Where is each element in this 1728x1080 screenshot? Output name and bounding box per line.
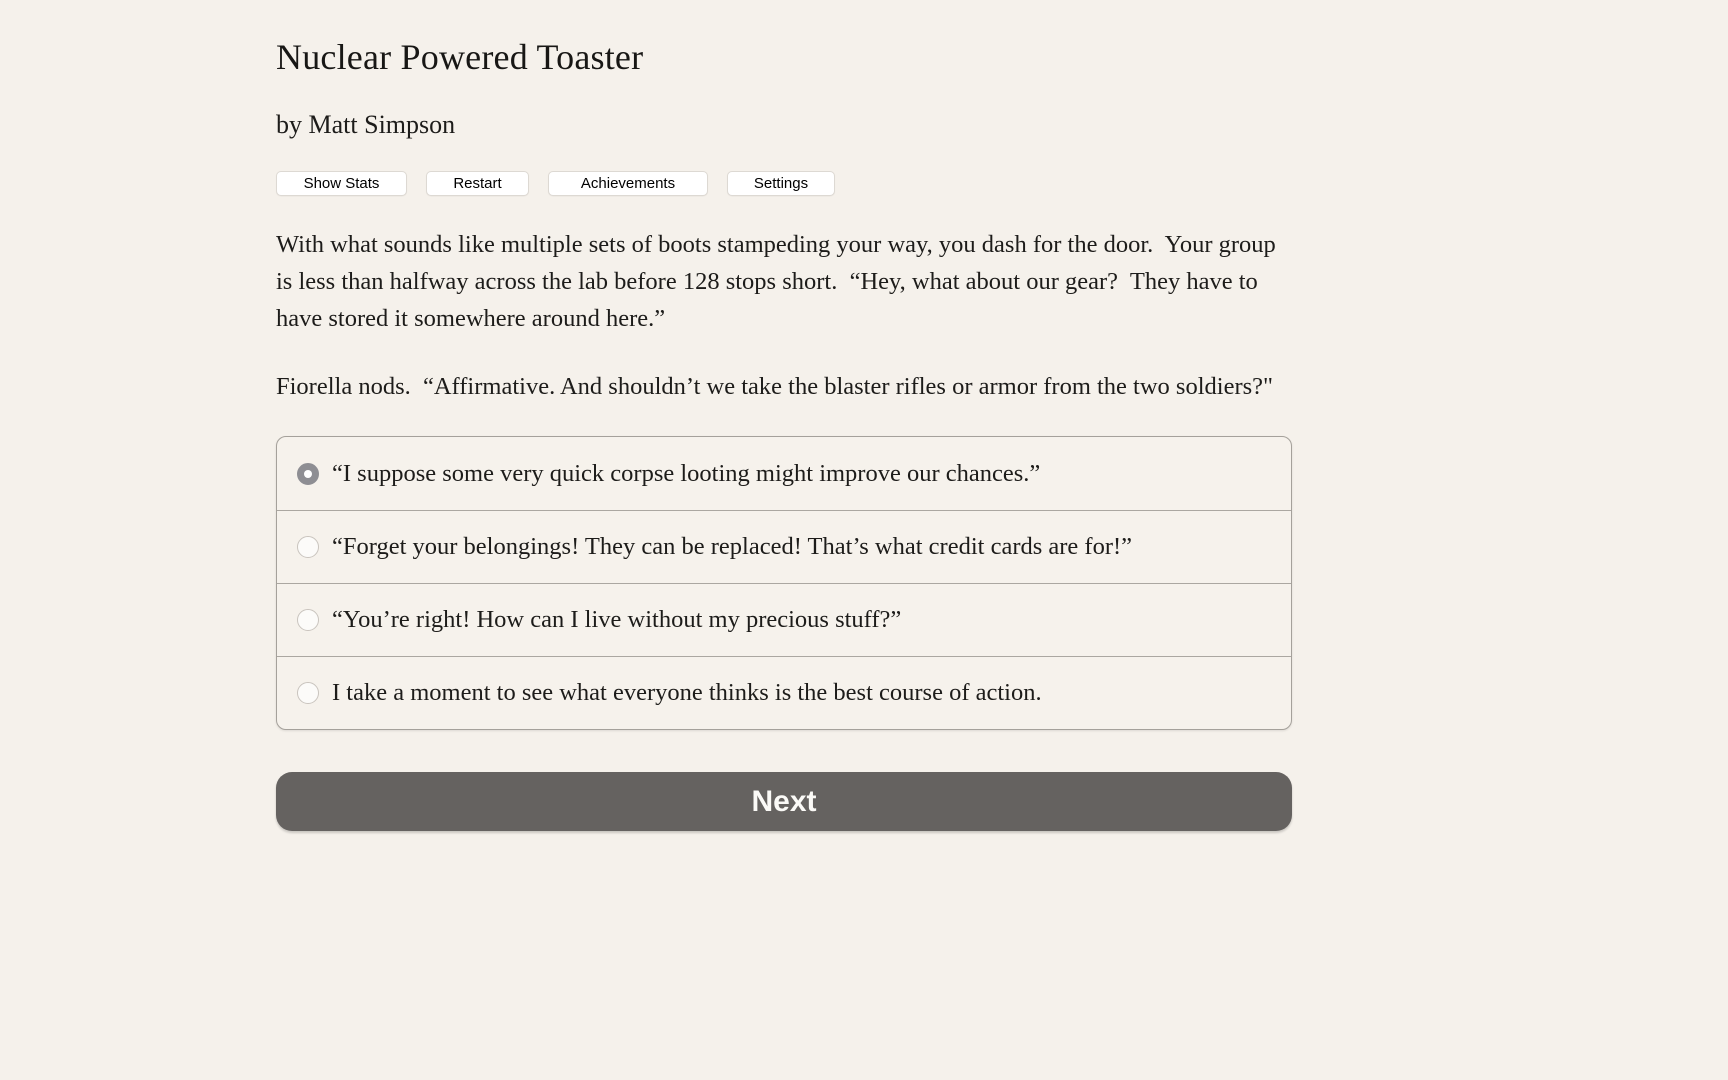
choice-radio-2[interactable] bbox=[297, 536, 319, 558]
show-stats-button[interactable]: Show Stats bbox=[276, 171, 407, 196]
choice-group bbox=[276, 436, 1292, 730]
choice-option-4[interactable] bbox=[277, 656, 1291, 729]
author-byline: by Matt Simpson bbox=[276, 110, 456, 139]
game-title: Nuclear Powered Toaster bbox=[276, 37, 644, 77]
choice-label: “Forget your belongings! They can be replaced! That’s what credit cards are for!” bbox=[332, 533, 1133, 560]
story-paragraph: Fiorella nods. “Affirmative. And shouldn’t we take the blaster rifles or armor from the two soldiers?" bbox=[276, 373, 1274, 400]
story-paragraph: With what sounds like multiple sets of boots stampeding your way, you dash for the door. Your group is less than halfway across the lab before 128 stops short. “Hey, what about our gear? They have to have stored it somewhere around here.” bbox=[276, 231, 1282, 332]
choice-option-3[interactable] bbox=[277, 583, 1291, 656]
game-page bbox=[276, 0, 1292, 831]
choice-option-2[interactable] bbox=[277, 510, 1291, 583]
achievements-button[interactable]: Achievements bbox=[548, 171, 708, 196]
next-button[interactable]: Next bbox=[276, 772, 1292, 831]
toolbar bbox=[276, 171, 1292, 196]
choice-label: I take a moment to see what everyone thinks is the best course of action. bbox=[332, 679, 1042, 706]
choice-label: “You’re right! How can I live without my precious stuff?” bbox=[332, 606, 902, 633]
choice-radio-3[interactable] bbox=[297, 609, 319, 631]
settings-button[interactable]: Settings bbox=[727, 171, 835, 196]
story-text bbox=[276, 226, 1292, 405]
choice-radio-1[interactable] bbox=[297, 463, 319, 485]
choice-option-1[interactable] bbox=[277, 437, 1291, 510]
choice-label: “I suppose some very quick corpse looting might improve our chances.” bbox=[332, 459, 1041, 487]
choice-radio-4[interactable] bbox=[297, 682, 319, 704]
restart-button[interactable]: Restart bbox=[426, 171, 529, 196]
